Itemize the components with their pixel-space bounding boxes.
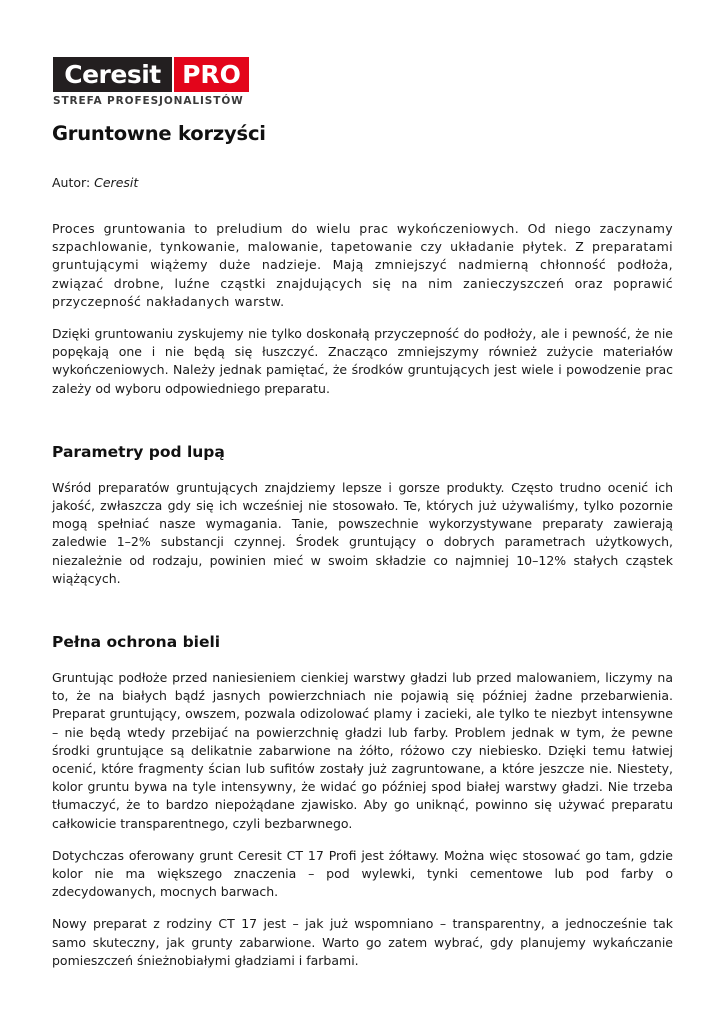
article-title: Gruntowne korzyści: [52, 122, 266, 145]
section2-paragraph-3: Nowy preparat z rodziny CT 17 jest – jak już wspomniano – transparentny, a jednocześnie tak samo skuteczny, jak grunty zabarwione. Warto go zatem wybrać, gdy planujemy wykańczanie pomieszczeń śnieżnobiałymi gładziami i farbami.: [52, 916, 673, 968]
logo-pro-badge: PRO: [174, 57, 249, 92]
logo-brand: Ceresit: [53, 57, 172, 92]
ceresit-pro-logo: [53, 57, 249, 109]
section2-paragraph-1: Gruntując podłoże przed naniesieniem cienkiej warstwy gładzi lub przed malowaniem, liczymy na to, że na białych bądź jasnych powierzchniach nie pojawią się później żadne przebarwienia. Preparat gruntujący, owszem, pozwala odizolować plamy i zacieki, ale tylko te niezbyt intensywne – nie będą wtedy przebijać na powierzchnię gładzi lub farby. Problem jednak w tym, że pewne środki gruntujące są delikatnie zabarwione na żółto, różowo czy niebiesko. Dzięki temu łatwiej ocenić, które fragmenty ścian lub sufitów zostały już zagruntowane, a które jeszcze nie. Niestety, kolor gruntu bywa na tyle intensywny, że widać go później spod białej warstwy gładzi. Nie trzeba tłumaczyć, że to bardzo niepożądane zjawisko. Aby go uniknąć, powinno się używać preparatu całkowicie transparentnego, czyli bezbarwnego.: [52, 670, 673, 831]
intro-paragraph-2: Dzięki gruntowaniu zyskujemy nie tylko doskonałą przyczepność do podłoży, ale i pewność, że nie popękają one i nie będą się łuszczyć. Znacząco zmniejszymy również zużycie materiałów wykończeniowych. Należy jednak pamiętać, że środków gruntujących jest wiele i powodzenie prac zależy od wyboru odpowiedniego preparatu.: [52, 326, 673, 396]
intro-paragraph-1: Proces gruntowania to preludium do wielu prac wykończeniowych. Od niego zaczynamy szpachlowanie, tynkowanie, malowanie, tapetowanie czy układanie płytek. Z preparatami gruntującymi wiążemy duże nadzieje. Mają zmniejszyć nadmierną chłonność podłoża, związać drobne, luźne cząstki znajdujących się na nim zanieczyszczeń oraz poprawić przyczepność nakładanych warstw.: [52, 221, 673, 309]
article: [52, 122, 673, 970]
section-heading-ochrona: Pełna ochrona bieli: [52, 633, 221, 652]
author-label: Autor:: [52, 175, 91, 190]
logo-tagline: STREFA PROFESJONALISTÓW: [53, 95, 244, 107]
section2-paragraph-2: Dotychczas oferowany grunt Ceresit CT 17 Profi jest żółtawy. Można więc stosować go tam, gdzie kolor nie ma większego znaczenia – pod wylewki, tynki cementowe lub pod farby o zdecydowanych, mocnych barwach.: [52, 847, 673, 900]
section1-paragraph-1: Wśród preparatów gruntujących znajdziemy lepsze i gorsze produkty. Często trudno ocenić ich jakość, zwłaszcza gdy się ich wcześniej nie stosowało. Te, których już używaliśmy, tylko pozornie mogą spełniać nasze wymagania. Tanie, powszechnie wykorzystywane preparaty zawierają zaledwie 1–2% substancji czynnej. Środek gruntujący o dobrych parametrach użytkowych, niezależnie od rodzaju, powinien mieć w swoim składzie co najmniej 10–12% stałych cząstek wiążących.: [52, 479, 673, 586]
author-line: [52, 175, 673, 190]
author-name: Ceresit: [94, 175, 139, 190]
logo-wordmark: [53, 57, 249, 92]
section-heading-parametry: Parametry pod lupą: [52, 442, 225, 461]
